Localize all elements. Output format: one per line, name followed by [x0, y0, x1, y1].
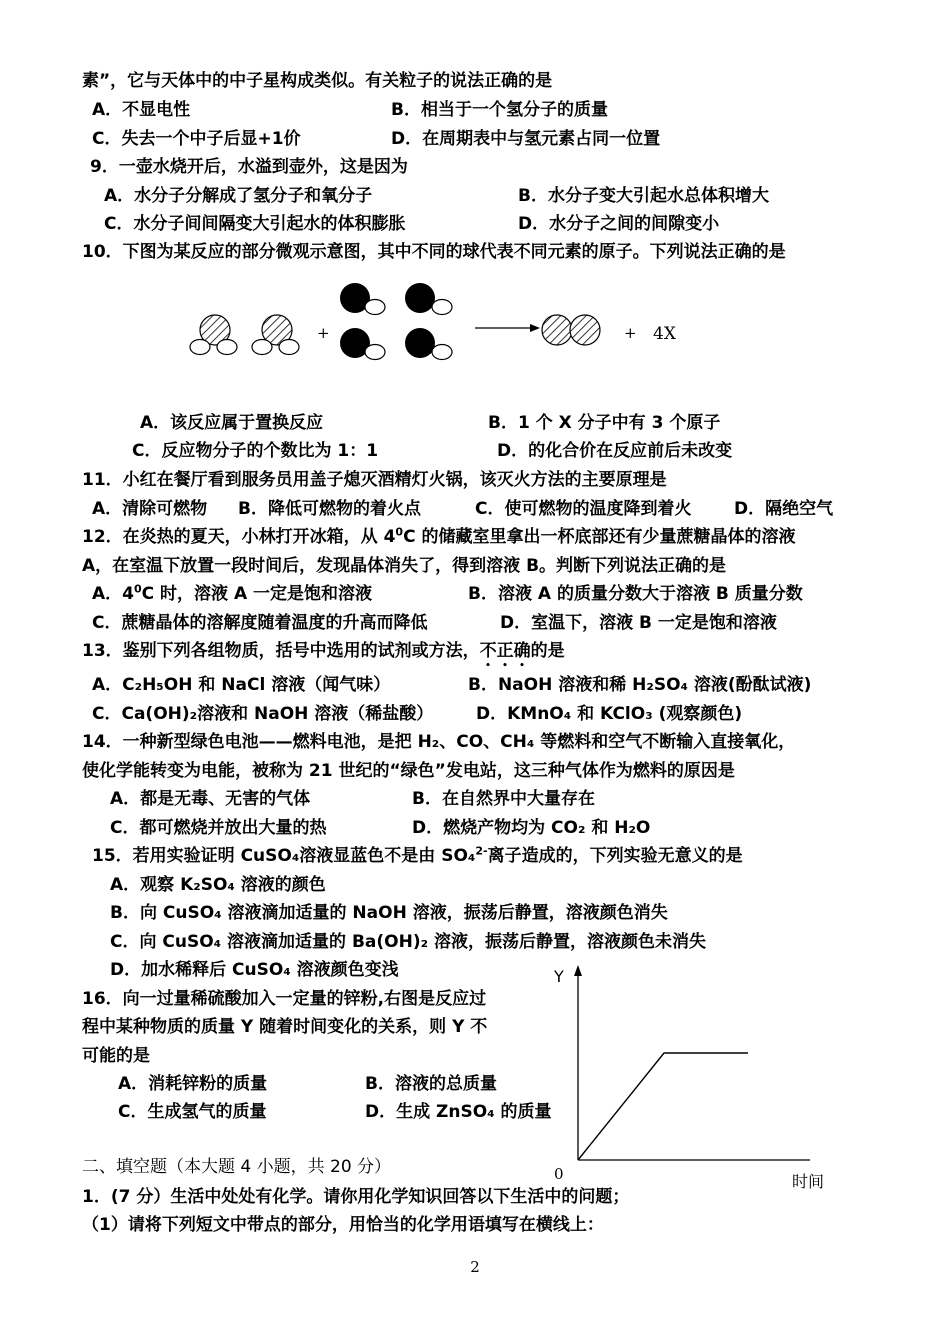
q12-option-c: C．蔗糖晶体的溶解度随着温度的升高而降低 — [92, 613, 428, 633]
q15-option-a: A．观察 K₂SO₄ 溶液的颜色 — [110, 875, 326, 895]
q15-option-d: D．加水稀释后 CuSO₄ 溶液颜色变浅 — [110, 960, 399, 980]
reactant-molecule-b-2 — [405, 283, 452, 315]
q12-stem-line-2: A，在室温下放置一段时间后，发现晶体消失了，得到溶液 B。判断下列说法正确的是 — [82, 556, 727, 576]
data-line — [578, 1053, 748, 1160]
q14-option-c: C．都可燃烧并放出大量的热 — [110, 818, 327, 838]
q12-option-a: A．$4^0C$ 时，溶液 A 一定是饱和溶液 — [92, 582, 373, 604]
q16-stem-line-1: 16．向一过量稀硫酸加入一定量的锌粉,右图是反应过 — [82, 989, 487, 1009]
reactant-molecule-b-1 — [340, 283, 385, 315]
q16-option-a: A．消耗锌粉的质量 — [118, 1074, 268, 1094]
reactant-molecule-a-2 — [252, 315, 299, 355]
q16-graph — [540, 960, 840, 1200]
x-axis-label: 时间 — [792, 1172, 825, 1191]
q11-option-c: C．使可燃物的温度降到着火 — [475, 499, 692, 519]
reaction-diagram — [180, 280, 700, 390]
q13-stem: 13．鉴别下列各组物质，括号中选用的试剂或方法，不正确的是 — [82, 640, 565, 671]
section-2-q1: 1．(7 分）生活中处处有化学。请你用化学知识回答以下生活中的问题； — [82, 1187, 630, 1207]
q16-option-c: C．生成氢气的质量 — [118, 1102, 267, 1122]
q13-option-b: B．NaOH 溶液和稀 H₂SO₄ 溶液(酚酞试液) — [468, 675, 812, 695]
q9-option-d: D．水分子之间的间隙变小 — [518, 214, 720, 234]
q11-option-d: D．隔绝空气 — [734, 499, 834, 519]
q10-option-c: C．反应物分子的个数比为 1：1 — [132, 441, 379, 461]
q15-option-c: C．向 CuSO₄ 溶液滴加适量的 Ba(OH)₂ 溶液，振荡后静置，溶液颜色未消失 — [110, 932, 706, 952]
q10-stem: 10．下图为某反应的部分微观示意图，其中不同的球代表不同元素的原子。下列说法正确的是 — [82, 242, 786, 262]
product-molecule — [542, 315, 600, 345]
q8-option-a: A．不显电性 — [92, 100, 191, 120]
q12-option-b: B．溶液 A 的质量分数大于溶液 B 质量分数 — [468, 584, 803, 604]
q13-option-a: A．C₂H₅OH 和 NaCl 溶液（闻气味） — [92, 675, 391, 695]
q8-stem: 素”，它与天体中的中子星构成类似。有关粒子的说法正确的是 — [82, 71, 553, 91]
q11-option-a: A．清除可燃物 — [92, 499, 208, 519]
q12-option-d: D．室温下，溶液 B 一定是饱和溶液 — [500, 613, 777, 633]
q9-option-a: A．水分子分解成了氢分子和氧分子 — [104, 186, 373, 206]
q15-stem: 15．若用实验证明 CuSO₄溶液显蓝色不是由 SO₄$^{2-}$离子造成的，下列实验无意义的是 — [92, 844, 743, 866]
reactant-molecule-a-1 — [190, 315, 237, 355]
q8-option-c: C．失去一个中子后显+1价 — [92, 129, 301, 149]
q14-option-d: D．燃烧产物均为 CO₂ 和 H₂O — [412, 818, 651, 838]
q9-option-b: B．水分子变大引起水总体积增大 — [518, 186, 769, 206]
product-label-4x: 4X — [653, 324, 676, 344]
section-2-q1-part-1: （1）请将下列短文中带点的部分，用恰当的化学用语填写在横线上： — [82, 1215, 604, 1235]
y-axis-label: Y — [554, 967, 564, 986]
q10-option-d: D．的化合价在反应前后未改变 — [497, 441, 733, 461]
q16-option-b: B．溶液的总质量 — [365, 1074, 497, 1094]
reactant-molecule-b-4 — [405, 328, 452, 360]
q11-option-b: B．降低可燃物的着火点 — [238, 499, 421, 519]
q9-option-c: C．水分子间间隔变大引起水的体积膨胀 — [104, 214, 406, 234]
q13-option-d: D．KMnO₄ 和 KClO₃ (观察颜色) — [476, 704, 743, 724]
plus-sign-1: + — [317, 324, 330, 342]
origin-label: 0 — [554, 1165, 564, 1183]
q14-stem-line-1: 14．一种新型绿色电池——燃料电池，是把 H₂、CO、CH₄ 等燃料和空气不断输入直接氧化， — [82, 732, 796, 752]
q14-stem-line-2: 使化学能转变为电能，被称为 21 世纪的“绿色”发电站，这三种气体作为燃料的原因是 — [82, 761, 735, 781]
q11-stem: 11．小红在餐厅看到服务员用盖子熄灭酒精灯火锅，该灭火方法的主要原理是 — [82, 470, 667, 490]
reaction-arrow — [475, 324, 540, 332]
q14-option-a: A．都是无毒、无害的气体 — [110, 789, 311, 809]
q10-option-b: B．1 个 X 分子中有 3 个原子 — [488, 413, 721, 433]
q9-stem: 9．一壶水烧开后，水溢到壶外，这是因为 — [90, 157, 408, 177]
emphasis-text: 不正确 — [479, 641, 531, 661]
q13-option-c: C．Ca(OH)₂溶液和 NaOH 溶液（稀盐酸） — [92, 704, 434, 724]
page-number: 2 — [470, 1258, 480, 1276]
q14-option-b: B．在自然界中大量存在 — [412, 789, 595, 809]
q8-option-d: D．在周期表中与氢元素占同一位置 — [391, 129, 661, 149]
q12-stem-line-1: 12．在炎热的夏天，小林打开冰箱，从 $4^0C$ 的储藏室里拿出一杯底部还有少量蔗糖晶体的溶液 — [82, 525, 796, 547]
q16-stem-line-3: 可能的是 — [82, 1046, 150, 1066]
plus-sign-2: + — [624, 324, 637, 342]
q15-option-b: B．向 CuSO₄ 溶液滴加适量的 NaOH 溶液，振荡后静置，溶液颜色消失 — [110, 903, 668, 923]
q16-option-d: D．生成 ZnSO₄ 的质量 — [365, 1102, 552, 1122]
q16-stem-line-2: 程中某种物质的质量 Y 随着时间变化的关系，则 Y 不 — [82, 1017, 488, 1037]
reactant-molecule-b-3 — [340, 328, 385, 360]
section-2-title: 二、填空题（本大题 4 小题，共 20 分） — [82, 1157, 392, 1177]
q10-option-a: A．该反应属于置换反应 — [140, 413, 324, 433]
y-axis — [574, 965, 582, 1160]
q8-option-b: B．相当于一个氢分子的质量 — [391, 100, 608, 120]
